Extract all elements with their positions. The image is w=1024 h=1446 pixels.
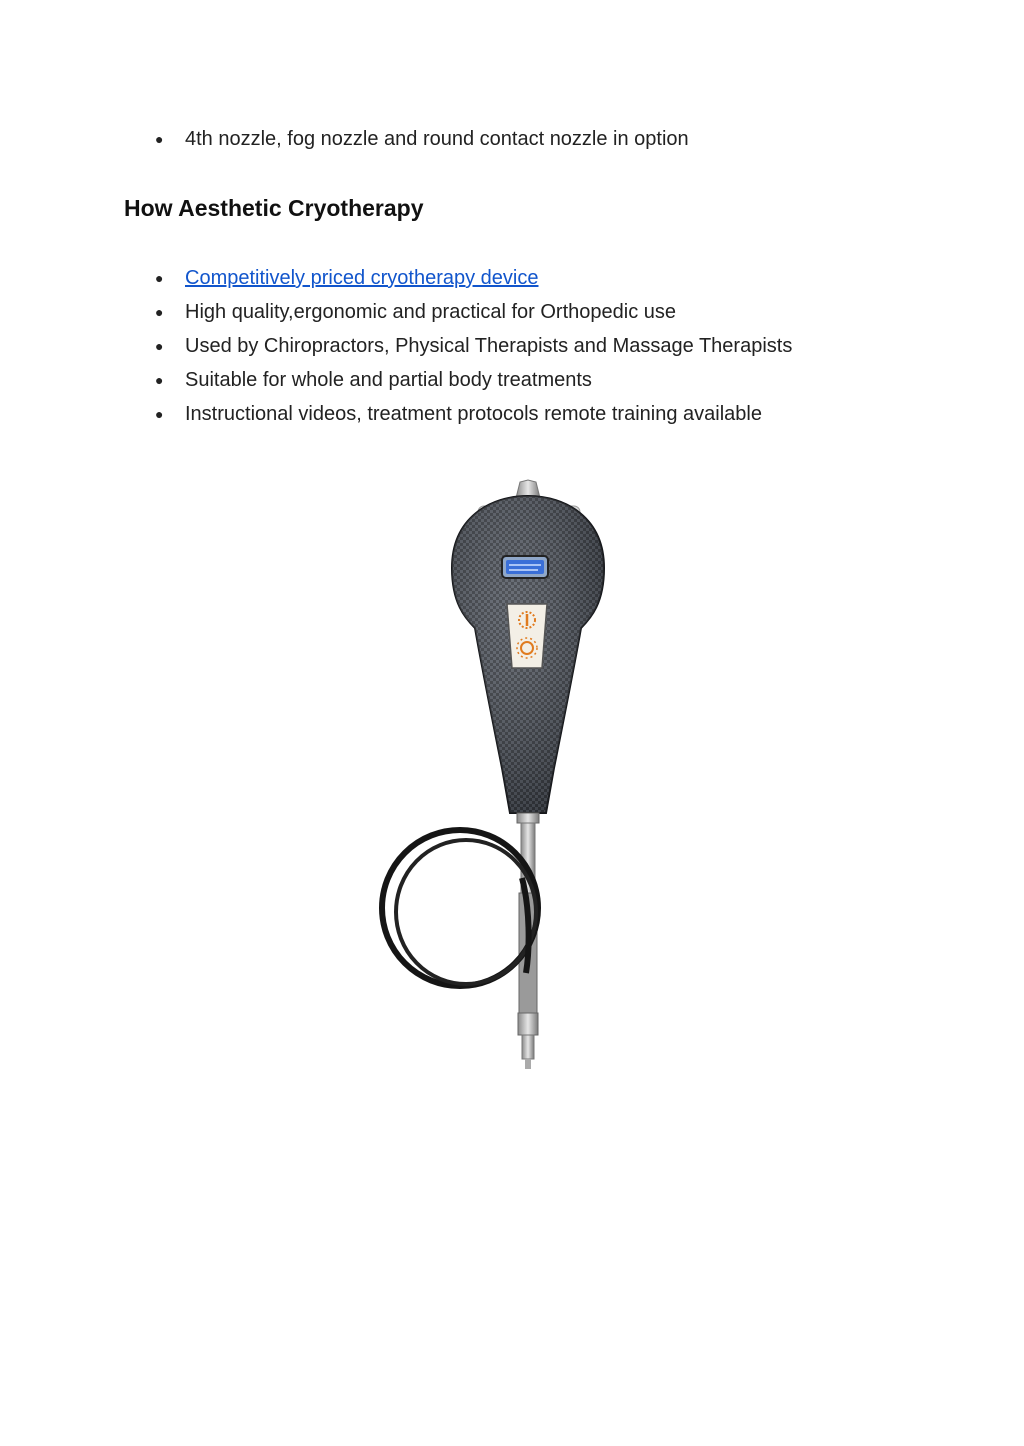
list-item-text: 4th nozzle, fog nozzle and round contact nozzle in option	[185, 128, 689, 150]
bullet-icon: ●	[155, 372, 164, 388]
section-heading: How Aesthetic Cryotherapy	[124, 195, 424, 221]
features-list	[150, 261, 792, 431]
list-item	[150, 363, 792, 397]
list-item-text: Instructional videos, treatment protocols remote training available	[185, 403, 762, 425]
bullet-icon: ●	[155, 406, 164, 422]
list-item-text: High quality,ergonomic and practical for Orthopedic use	[185, 301, 676, 323]
list-item	[150, 295, 792, 329]
list-item-text: Used by Chiropractors, Physical Therapists and Massage Therapists	[185, 335, 793, 357]
list-item	[150, 261, 792, 295]
cryotherapy-handpiece-image	[370, 468, 720, 1078]
bullet-icon: ●	[155, 338, 164, 354]
list-item	[150, 329, 792, 363]
list-item	[150, 122, 689, 156]
bullet-icon: ●	[155, 270, 164, 286]
list-item-text: Suitable for whole and partial body treatments	[185, 369, 592, 391]
list-item	[150, 397, 792, 431]
cryotherapy-device-link[interactable]: Competitively priced cryotherapy device	[185, 267, 539, 289]
bullet-icon: ●	[155, 131, 164, 147]
nozzle-options-list	[150, 122, 689, 156]
bullet-icon: ●	[155, 304, 164, 320]
